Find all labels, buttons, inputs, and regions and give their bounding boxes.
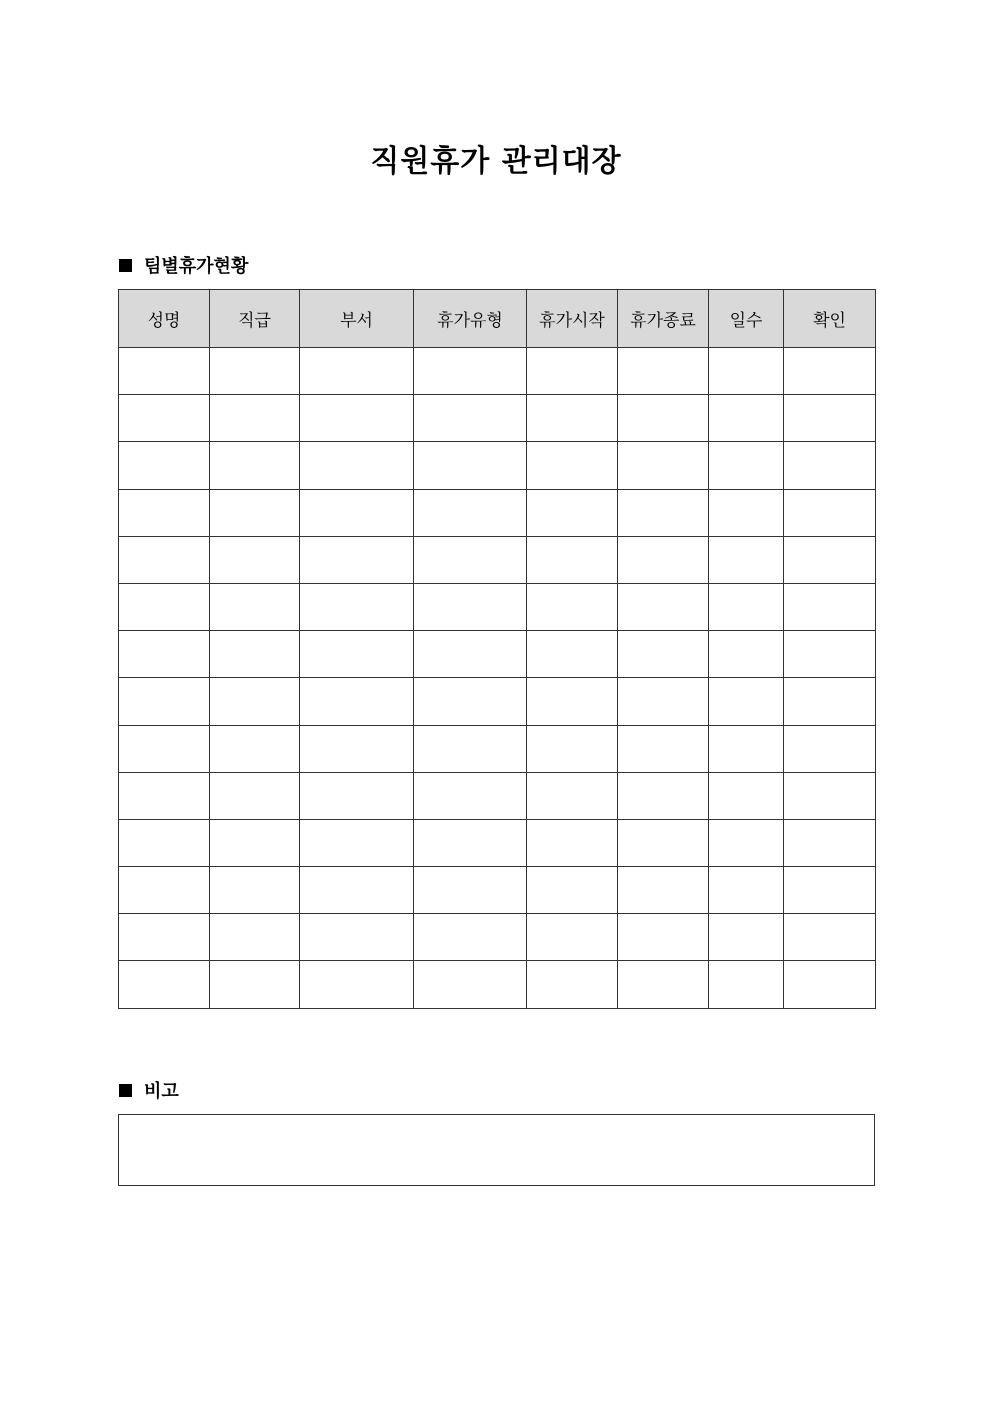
- table-cell[interactable]: [784, 772, 876, 819]
- table-cell[interactable]: [119, 914, 210, 961]
- table-cell[interactable]: [414, 819, 527, 866]
- table-cell[interactable]: [784, 867, 876, 914]
- table-cell[interactable]: [119, 867, 210, 914]
- table-cell[interactable]: [210, 961, 300, 1008]
- team-section-heading: [119, 252, 248, 278]
- table-cell[interactable]: [119, 631, 210, 678]
- table-cell[interactable]: [784, 348, 876, 395]
- table-cell[interactable]: [618, 914, 709, 961]
- table-header-row: [119, 290, 876, 348]
- table-cell[interactable]: [709, 867, 784, 914]
- table-cell[interactable]: [210, 442, 300, 489]
- table-cell[interactable]: [618, 678, 709, 725]
- table-cell[interactable]: [527, 772, 618, 819]
- table-cell[interactable]: [709, 725, 784, 772]
- table-cell[interactable]: [414, 678, 527, 725]
- column-header-leave-start: 휴가시작: [527, 290, 618, 348]
- table-cell[interactable]: [119, 536, 210, 583]
- table-cell[interactable]: [300, 442, 414, 489]
- table-cell[interactable]: [119, 772, 210, 819]
- table-cell[interactable]: [527, 961, 618, 1008]
- table-cell[interactable]: [618, 489, 709, 536]
- table-cell[interactable]: [300, 961, 414, 1008]
- table-cell[interactable]: [210, 678, 300, 725]
- table-cell[interactable]: [527, 583, 618, 630]
- table-cell[interactable]: [709, 536, 784, 583]
- table-cell[interactable]: [300, 489, 414, 536]
- table-row: [119, 583, 876, 630]
- table-row: [119, 348, 876, 395]
- remarks-box[interactable]: [118, 1114, 875, 1186]
- table-cell[interactable]: [784, 536, 876, 583]
- table-cell[interactable]: [300, 867, 414, 914]
- table-cell[interactable]: [210, 489, 300, 536]
- table-cell[interactable]: [784, 442, 876, 489]
- table-row: [119, 772, 876, 819]
- table-cell[interactable]: [709, 489, 784, 536]
- table-cell[interactable]: [414, 583, 527, 630]
- table-cell[interactable]: [618, 348, 709, 395]
- table-cell[interactable]: [119, 819, 210, 866]
- table-cell[interactable]: [527, 867, 618, 914]
- table-cell[interactable]: [119, 583, 210, 630]
- table-cell[interactable]: [210, 583, 300, 630]
- table-cell[interactable]: [784, 914, 876, 961]
- table-cell[interactable]: [210, 395, 300, 442]
- table-cell[interactable]: [618, 772, 709, 819]
- table-cell[interactable]: [414, 489, 527, 536]
- table-cell[interactable]: [119, 725, 210, 772]
- table-cell[interactable]: [300, 819, 414, 866]
- table-cell[interactable]: [300, 914, 414, 961]
- table-row: [119, 961, 876, 1008]
- table-cell[interactable]: [618, 867, 709, 914]
- table-cell[interactable]: [414, 725, 527, 772]
- table-cell[interactable]: [784, 583, 876, 630]
- table-row: [119, 725, 876, 772]
- table-cell[interactable]: [210, 725, 300, 772]
- table-cell[interactable]: [527, 725, 618, 772]
- table-row: [119, 489, 876, 536]
- table-cell[interactable]: [414, 961, 527, 1008]
- table-cell[interactable]: [527, 914, 618, 961]
- team-section-label: 팀별휴가현황: [144, 256, 249, 277]
- table-cell[interactable]: [709, 914, 784, 961]
- table-cell[interactable]: [618, 819, 709, 866]
- remarks-section-label: 비고: [144, 1081, 179, 1102]
- table-row: [119, 536, 876, 583]
- table-row: [119, 395, 876, 442]
- table-cell[interactable]: [119, 442, 210, 489]
- table-cell[interactable]: [527, 442, 618, 489]
- column-header-confirm: 확인: [784, 290, 876, 348]
- table-cell[interactable]: [618, 395, 709, 442]
- table-cell[interactable]: [618, 631, 709, 678]
- leave-table: [118, 289, 876, 1009]
- table-cell[interactable]: [119, 348, 210, 395]
- table-cell[interactable]: [709, 819, 784, 866]
- table-cell[interactable]: [119, 395, 210, 442]
- table-cell[interactable]: [414, 442, 527, 489]
- table-cell[interactable]: [300, 678, 414, 725]
- table-cell[interactable]: [414, 395, 527, 442]
- table-cell[interactable]: [414, 536, 527, 583]
- table-cell[interactable]: [709, 772, 784, 819]
- table-cell[interactable]: [527, 678, 618, 725]
- table-cell[interactable]: [414, 867, 527, 914]
- column-header-position: 직급: [210, 290, 300, 348]
- table-row: [119, 914, 876, 961]
- table-cell[interactable]: [784, 678, 876, 725]
- table-cell[interactable]: [210, 819, 300, 866]
- table-row: [119, 442, 876, 489]
- table-cell[interactable]: [527, 348, 618, 395]
- table-cell[interactable]: [527, 631, 618, 678]
- column-header-leave-end: 휴가종료: [618, 290, 709, 348]
- table-cell[interactable]: [784, 489, 876, 536]
- table-cell[interactable]: [527, 489, 618, 536]
- leave-table-body: [119, 348, 876, 1009]
- table-cell[interactable]: [618, 583, 709, 630]
- table-row: [119, 678, 876, 725]
- table-cell[interactable]: [414, 914, 527, 961]
- table-cell[interactable]: [784, 395, 876, 442]
- table-cell[interactable]: [527, 395, 618, 442]
- table-cell[interactable]: [300, 536, 414, 583]
- table-cell[interactable]: [119, 489, 210, 536]
- table-cell[interactable]: [300, 395, 414, 442]
- table-cell[interactable]: [618, 536, 709, 583]
- table-cell[interactable]: [119, 678, 210, 725]
- table-cell[interactable]: [709, 583, 784, 630]
- table-cell[interactable]: [709, 348, 784, 395]
- table-cell[interactable]: [210, 536, 300, 583]
- table-cell[interactable]: [300, 631, 414, 678]
- table-cell[interactable]: [527, 536, 618, 583]
- table-cell[interactable]: [709, 961, 784, 1008]
- table-cell[interactable]: [709, 442, 784, 489]
- table-cell[interactable]: [784, 819, 876, 866]
- table-cell[interactable]: [300, 583, 414, 630]
- table-cell[interactable]: [210, 631, 300, 678]
- column-header-department: 부서: [300, 290, 414, 348]
- remarks-section-heading: [119, 1077, 179, 1103]
- table-cell[interactable]: [300, 772, 414, 819]
- table-row: [119, 819, 876, 866]
- column-header-days: 일수: [709, 290, 784, 348]
- table-cell[interactable]: [414, 348, 527, 395]
- table-cell[interactable]: [784, 961, 876, 1008]
- table-cell[interactable]: [709, 678, 784, 725]
- table-cell[interactable]: [300, 348, 414, 395]
- table-cell[interactable]: [414, 631, 527, 678]
- table-cell[interactable]: [210, 867, 300, 914]
- square-bullet-icon: [119, 259, 132, 272]
- page-title: 직원휴가 관리대장: [370, 144, 622, 179]
- column-header-leave-type: 휴가유형: [414, 290, 527, 348]
- table-cell[interactable]: [784, 725, 876, 772]
- table-cell[interactable]: [618, 961, 709, 1008]
- table-cell[interactable]: [119, 961, 210, 1008]
- table-cell[interactable]: [300, 725, 414, 772]
- table-row: [119, 631, 876, 678]
- table-cell[interactable]: [210, 348, 300, 395]
- table-cell[interactable]: [709, 395, 784, 442]
- table-cell[interactable]: [709, 631, 784, 678]
- table-cell[interactable]: [784, 631, 876, 678]
- table-row: [119, 867, 876, 914]
- table-cell[interactable]: [210, 914, 300, 961]
- table-cell[interactable]: [618, 442, 709, 489]
- table-cell[interactable]: [527, 819, 618, 866]
- table-cell[interactable]: [414, 772, 527, 819]
- table-cell[interactable]: [618, 725, 709, 772]
- column-header-name: 성명: [119, 290, 210, 348]
- table-cell[interactable]: [210, 772, 300, 819]
- square-bullet-icon: [119, 1084, 132, 1097]
